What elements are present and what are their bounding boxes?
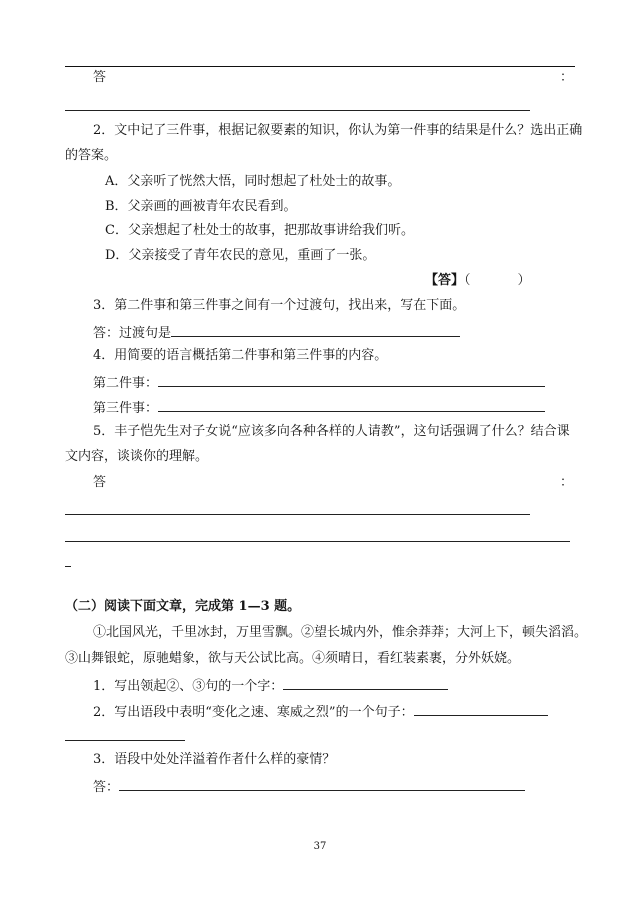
q4-stem: 4．用简要的语言概括第二件事和第三件事的内容。: [93, 348, 388, 363]
part2-q3-answer-row: [93, 777, 525, 796]
header-rule: [65, 66, 575, 67]
part2-q2-answer-line: [414, 702, 548, 716]
q3-answer-row: [93, 323, 460, 342]
passage-line-1: ①北国风光，千里冰封，万里雪飘。②望长城内外，惟余莽莽；大河上下，顿失滔滔。: [93, 625, 588, 640]
q4-item3-label: 第三件事：: [93, 401, 159, 416]
part2-q1-answer-line: [283, 676, 448, 690]
q2-option-d: D．父亲接受了青年农民的意见，重画了一张。: [105, 248, 376, 263]
q2-stem-line-1: 2．文中记了三件事，根据记叙要素的知识，你认为第一件事的结果是什么？选出正确: [93, 123, 583, 138]
passage-line-2: ③山舞银蛇，原驰蜡象，欲与天公试比高。④须晴日，看红装素裹，分外妖娆。: [65, 651, 521, 666]
q1-answer-colon: ：: [560, 70, 574, 85]
q3-answer-prefix: 答：过渡句是: [93, 326, 172, 341]
q4-item2-line: [158, 373, 545, 387]
q2-answer-open-paren: （: [464, 273, 471, 288]
part2-q2-stem: 2．写出语段中表明“变化之速、寒威之烈”的一个句子：: [93, 705, 414, 720]
page-number: 37: [313, 841, 327, 852]
q1-answer-label: 答: [93, 70, 107, 85]
q2-stem-line-2: 的答案。: [65, 148, 118, 163]
q2-answer-label: 【答】: [425, 273, 465, 288]
part2-q3-answer-line: [119, 777, 525, 791]
q2-option-a: A．父亲听了恍然大悟，同时想起了杜处士的故事。: [105, 174, 401, 189]
part2-q2-row: [93, 702, 548, 721]
part2-q2-answer-line-2: [65, 740, 185, 741]
part2-q3-stem: 3．语段中处处洋溢着作者什么样的豪情？: [93, 752, 336, 767]
q2-option-b: B．父亲画的画被青年农民看到。: [105, 199, 297, 214]
q4-item3-row: [93, 398, 545, 417]
q4-item2-row: [93, 373, 545, 392]
q5-answer-label: 答: [93, 475, 107, 490]
part2-q1-stem: 1．写出领起②、③句的一个字：: [93, 679, 284, 694]
q2-option-c: C．父亲想起了杜处士的故事，把那故事讲给我们听。: [105, 223, 414, 238]
q3-stem: 3．第二件事和第三件事之间有一个过渡句，找出来，写在下面。: [93, 298, 466, 313]
q2-answer-box: [425, 273, 531, 289]
q5-answer-colon: ：: [560, 475, 574, 490]
q5-answer-line-2: [65, 541, 570, 542]
q1-answer-line: [65, 110, 530, 111]
q5-stem-line-2: 文内容，谈谈你的理解。: [65, 449, 209, 464]
q5-answer-line-stub: [65, 566, 71, 567]
q3-answer-line: [171, 323, 460, 337]
part2-q1-row: [93, 676, 448, 695]
q4-item3-line: [158, 398, 545, 412]
q4-item2-label: 第二件事：: [93, 376, 159, 391]
part2-title: （二）阅读下面文章，完成第 1—3 题。: [65, 599, 301, 614]
q5-answer-line-1: [65, 514, 530, 515]
part2-q3-answer-prefix: 答：: [93, 780, 120, 795]
q5-stem-line-1: 5．丰子恺先生对子女说“应该多向各种各样的人请教”，这句话强调了什么？结合课: [93, 424, 570, 439]
q2-answer-close-paren: ）: [517, 273, 531, 288]
